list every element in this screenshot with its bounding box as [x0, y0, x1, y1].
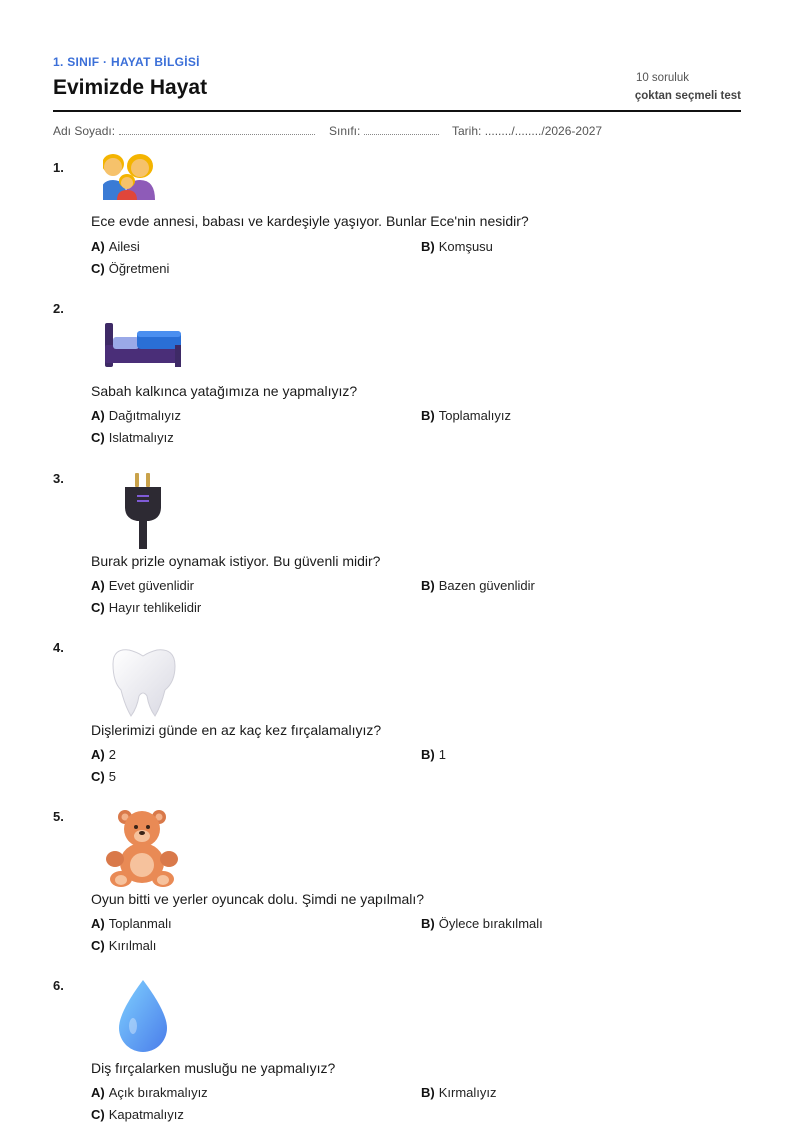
- option-c[interactable]: [91, 430, 174, 445]
- option-text: Öğretmeni: [108, 261, 170, 276]
- date-field[interactable]: [452, 124, 602, 138]
- option-letter: A): [91, 239, 105, 254]
- option-letter: C): [91, 600, 105, 615]
- electric-plug-icon: [103, 473, 183, 549]
- question: [53, 978, 741, 1143]
- bed-icon: [103, 315, 183, 375]
- page-title: Evimizde Hayat: [53, 76, 208, 99]
- question-text: Sabah kalkınca yatağımıza ne yapmalıyız?: [91, 383, 358, 399]
- question-number: 2.: [53, 301, 64, 316]
- option-b[interactable]: [421, 916, 543, 931]
- option-letter: B): [421, 747, 435, 762]
- option-text: Toplanmalı: [108, 916, 172, 931]
- option-a[interactable]: [91, 747, 116, 762]
- question-number: 1.: [53, 160, 64, 175]
- question-number: 5.: [53, 809, 64, 824]
- name-label: Adı Soyadı:: [53, 124, 116, 138]
- question-text: Burak prizle oynamak istiyor. Bu güvenli midir?: [91, 553, 381, 569]
- question: [53, 809, 741, 974]
- header-divider: [53, 110, 741, 112]
- option-text: Kapatmalıyız: [108, 1107, 184, 1122]
- option-text: 2: [108, 747, 116, 762]
- option-text: Kırmalıyız: [438, 1085, 497, 1100]
- question-text: Ece evde annesi, babası ve kardeşiyle yaşıyor. Bunlar Ece'nin nesidir?: [91, 213, 529, 229]
- option-text: Toplamalıyız: [438, 408, 511, 423]
- option-text: Öylece bırakılmalı: [438, 916, 543, 931]
- option-letter: C): [91, 938, 105, 953]
- test-type: çoktan seçmeli test: [634, 90, 741, 102]
- teddy-bear-icon: [103, 809, 183, 887]
- option-text: Bazen güvenlidir: [438, 578, 535, 593]
- option-b[interactable]: [421, 578, 535, 593]
- option-letter: C): [91, 769, 105, 784]
- option-letter: A): [91, 747, 105, 762]
- option-text: Kırılmalı: [108, 938, 157, 953]
- option-letter: B): [421, 916, 435, 931]
- question-number: 3.: [53, 471, 64, 486]
- option-b[interactable]: [421, 408, 511, 423]
- question-text: Oyun bitti ve yerler oyuncak dolu. Şimdi ne yapılmalı?: [91, 891, 425, 907]
- option-b[interactable]: [421, 1085, 497, 1100]
- option-letter: B): [421, 1085, 435, 1100]
- option-a[interactable]: [91, 916, 172, 931]
- option-text: Islatmalıyız: [108, 430, 174, 445]
- class-field[interactable]: [329, 124, 439, 138]
- date-value: ......../......../2026-2027: [484, 124, 603, 138]
- option-text: Ailesi: [108, 239, 140, 254]
- question-number: 6.: [53, 978, 64, 993]
- option-letter: B): [421, 239, 435, 254]
- question-number: 4.: [53, 640, 64, 655]
- option-letter: C): [91, 1107, 105, 1122]
- date-label: Tarih:: [452, 124, 482, 138]
- question-count: 10 soruluk: [635, 72, 689, 84]
- option-c[interactable]: [91, 261, 169, 276]
- class-label: Sınıfı:: [329, 124, 361, 138]
- option-text: 5: [108, 769, 116, 784]
- option-letter: B): [421, 408, 435, 423]
- option-c[interactable]: [91, 938, 156, 953]
- option-a[interactable]: [91, 239, 140, 254]
- grade-label: 1. SINIF · HAYAT BİLGİSİ: [53, 55, 200, 69]
- option-a[interactable]: [91, 408, 181, 423]
- question: [53, 471, 741, 636]
- question-text: Dişlerimizi günde en az kaç kez fırçalamalıyız?: [91, 722, 382, 738]
- option-text: Hayır tehlikelidir: [108, 600, 202, 615]
- question: [53, 301, 741, 466]
- option-b[interactable]: [421, 747, 446, 762]
- option-letter: A): [91, 916, 105, 931]
- option-text: Dağıtmalıyız: [108, 408, 181, 423]
- student-name-field[interactable]: [53, 124, 315, 138]
- option-letter: A): [91, 408, 105, 423]
- droplet-icon: [103, 978, 183, 1056]
- option-a[interactable]: [91, 578, 194, 593]
- option-letter: C): [91, 261, 105, 276]
- option-letter: B): [421, 578, 435, 593]
- option-c[interactable]: [91, 600, 201, 615]
- question: [53, 640, 741, 805]
- option-c[interactable]: [91, 1107, 184, 1122]
- option-letter: C): [91, 430, 105, 445]
- option-letter: A): [91, 1085, 105, 1100]
- option-text: Açık bırakmalıyız: [108, 1085, 208, 1100]
- question-text: Diş fırçalarken musluğu ne yapmalıyız?: [91, 1060, 336, 1076]
- option-letter: A): [91, 578, 105, 593]
- option-text: Evet güvenlidir: [108, 578, 194, 593]
- option-a[interactable]: [91, 1085, 208, 1100]
- option-c[interactable]: [91, 769, 116, 784]
- option-b[interactable]: [421, 239, 493, 254]
- family-icon: [103, 152, 183, 222]
- option-text: Komşusu: [438, 239, 493, 254]
- tooth-icon: [103, 646, 183, 718]
- option-text: 1: [438, 747, 446, 762]
